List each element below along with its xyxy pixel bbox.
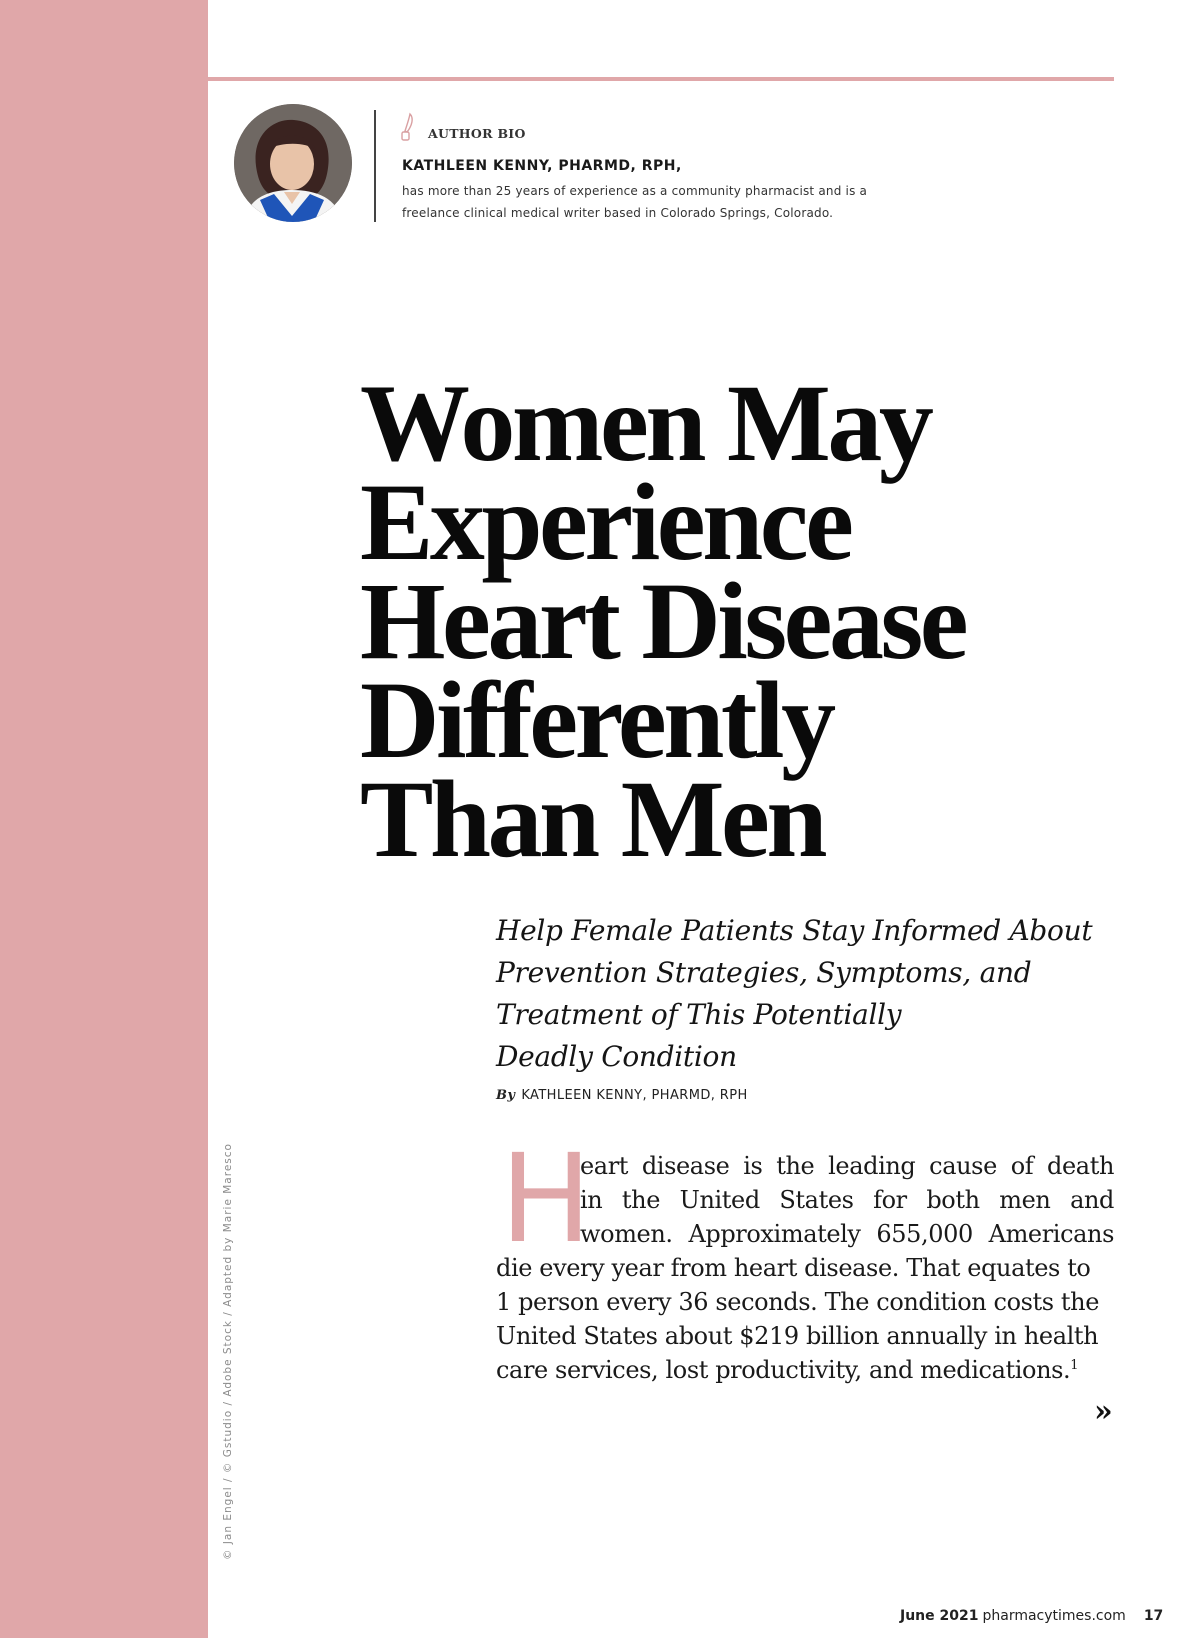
quill-pen-icon xyxy=(398,112,416,142)
continue-arrow: » xyxy=(1094,1394,1113,1429)
page-footer xyxy=(900,1608,1163,1624)
bio-divider xyxy=(374,110,376,222)
author-bio-line: freelance clinical medical writer based in Colorado Springs, Colorado. xyxy=(402,206,834,220)
byline-author: KATHLEEN KENNY, PHARMD, RPH xyxy=(521,1088,748,1103)
article-deck xyxy=(496,910,1136,1078)
byline xyxy=(496,1088,748,1103)
body-line-last xyxy=(496,1356,1078,1384)
headline-line: Differently xyxy=(360,659,833,781)
deck-line: Prevention Strategies, Symptoms, and xyxy=(496,956,1032,989)
author-bio-label: AUTHOR BIO xyxy=(428,126,526,141)
body-line: women. Approximately 655,000 Americans xyxy=(580,1220,1114,1248)
article-headline xyxy=(360,362,1160,880)
body-line: 1 person every 36 seconds. The condition costs the xyxy=(496,1288,1100,1316)
headline-line: Than Men xyxy=(360,758,825,880)
body-line: eart disease is the leading cause of death xyxy=(580,1152,1114,1180)
deck-line: Help Female Patients Stay Informed About xyxy=(496,914,1093,947)
deck-line: Treatment of This Potentially xyxy=(496,998,902,1031)
issue-date: June 2021 xyxy=(900,1608,979,1624)
decorative-sidebar xyxy=(0,0,208,1638)
headline-line: Experience xyxy=(360,461,851,583)
headline-line: Heart Disease xyxy=(360,560,966,682)
byline-prefix: By xyxy=(496,1088,516,1103)
photo-credit: © Jan Engel / © Gstudio / Adobe Stock / Adapted by Marie Maresco xyxy=(222,1143,234,1560)
top-rule xyxy=(208,77,1114,81)
author-bio-name: KATHLEEN KENNY, PHARMD, RPH, xyxy=(402,158,682,174)
page-number: 17 xyxy=(1143,1608,1164,1624)
author-avatar xyxy=(234,104,352,222)
site-name: pharmacytimes.com xyxy=(982,1608,1126,1624)
body-line: in the United States for both men and xyxy=(580,1186,1114,1214)
drop-cap: H xyxy=(500,1128,592,1270)
body-line: die every year from heart disease. That equates to xyxy=(496,1254,1091,1282)
deck-line: Deadly Condition xyxy=(496,1040,737,1073)
footnote-ref: 1 xyxy=(1070,1358,1079,1373)
author-bio-text xyxy=(402,180,882,224)
author-portrait-icon xyxy=(234,104,352,222)
body-line: United States about $219 billion annually in health xyxy=(496,1322,1099,1350)
body-line-text: care services, lost productivity, and medications. xyxy=(496,1356,1071,1384)
headline-line: Women May xyxy=(360,362,931,484)
author-bio-line: has more than 25 years of experience as a community pharmacist and is a xyxy=(402,184,868,198)
